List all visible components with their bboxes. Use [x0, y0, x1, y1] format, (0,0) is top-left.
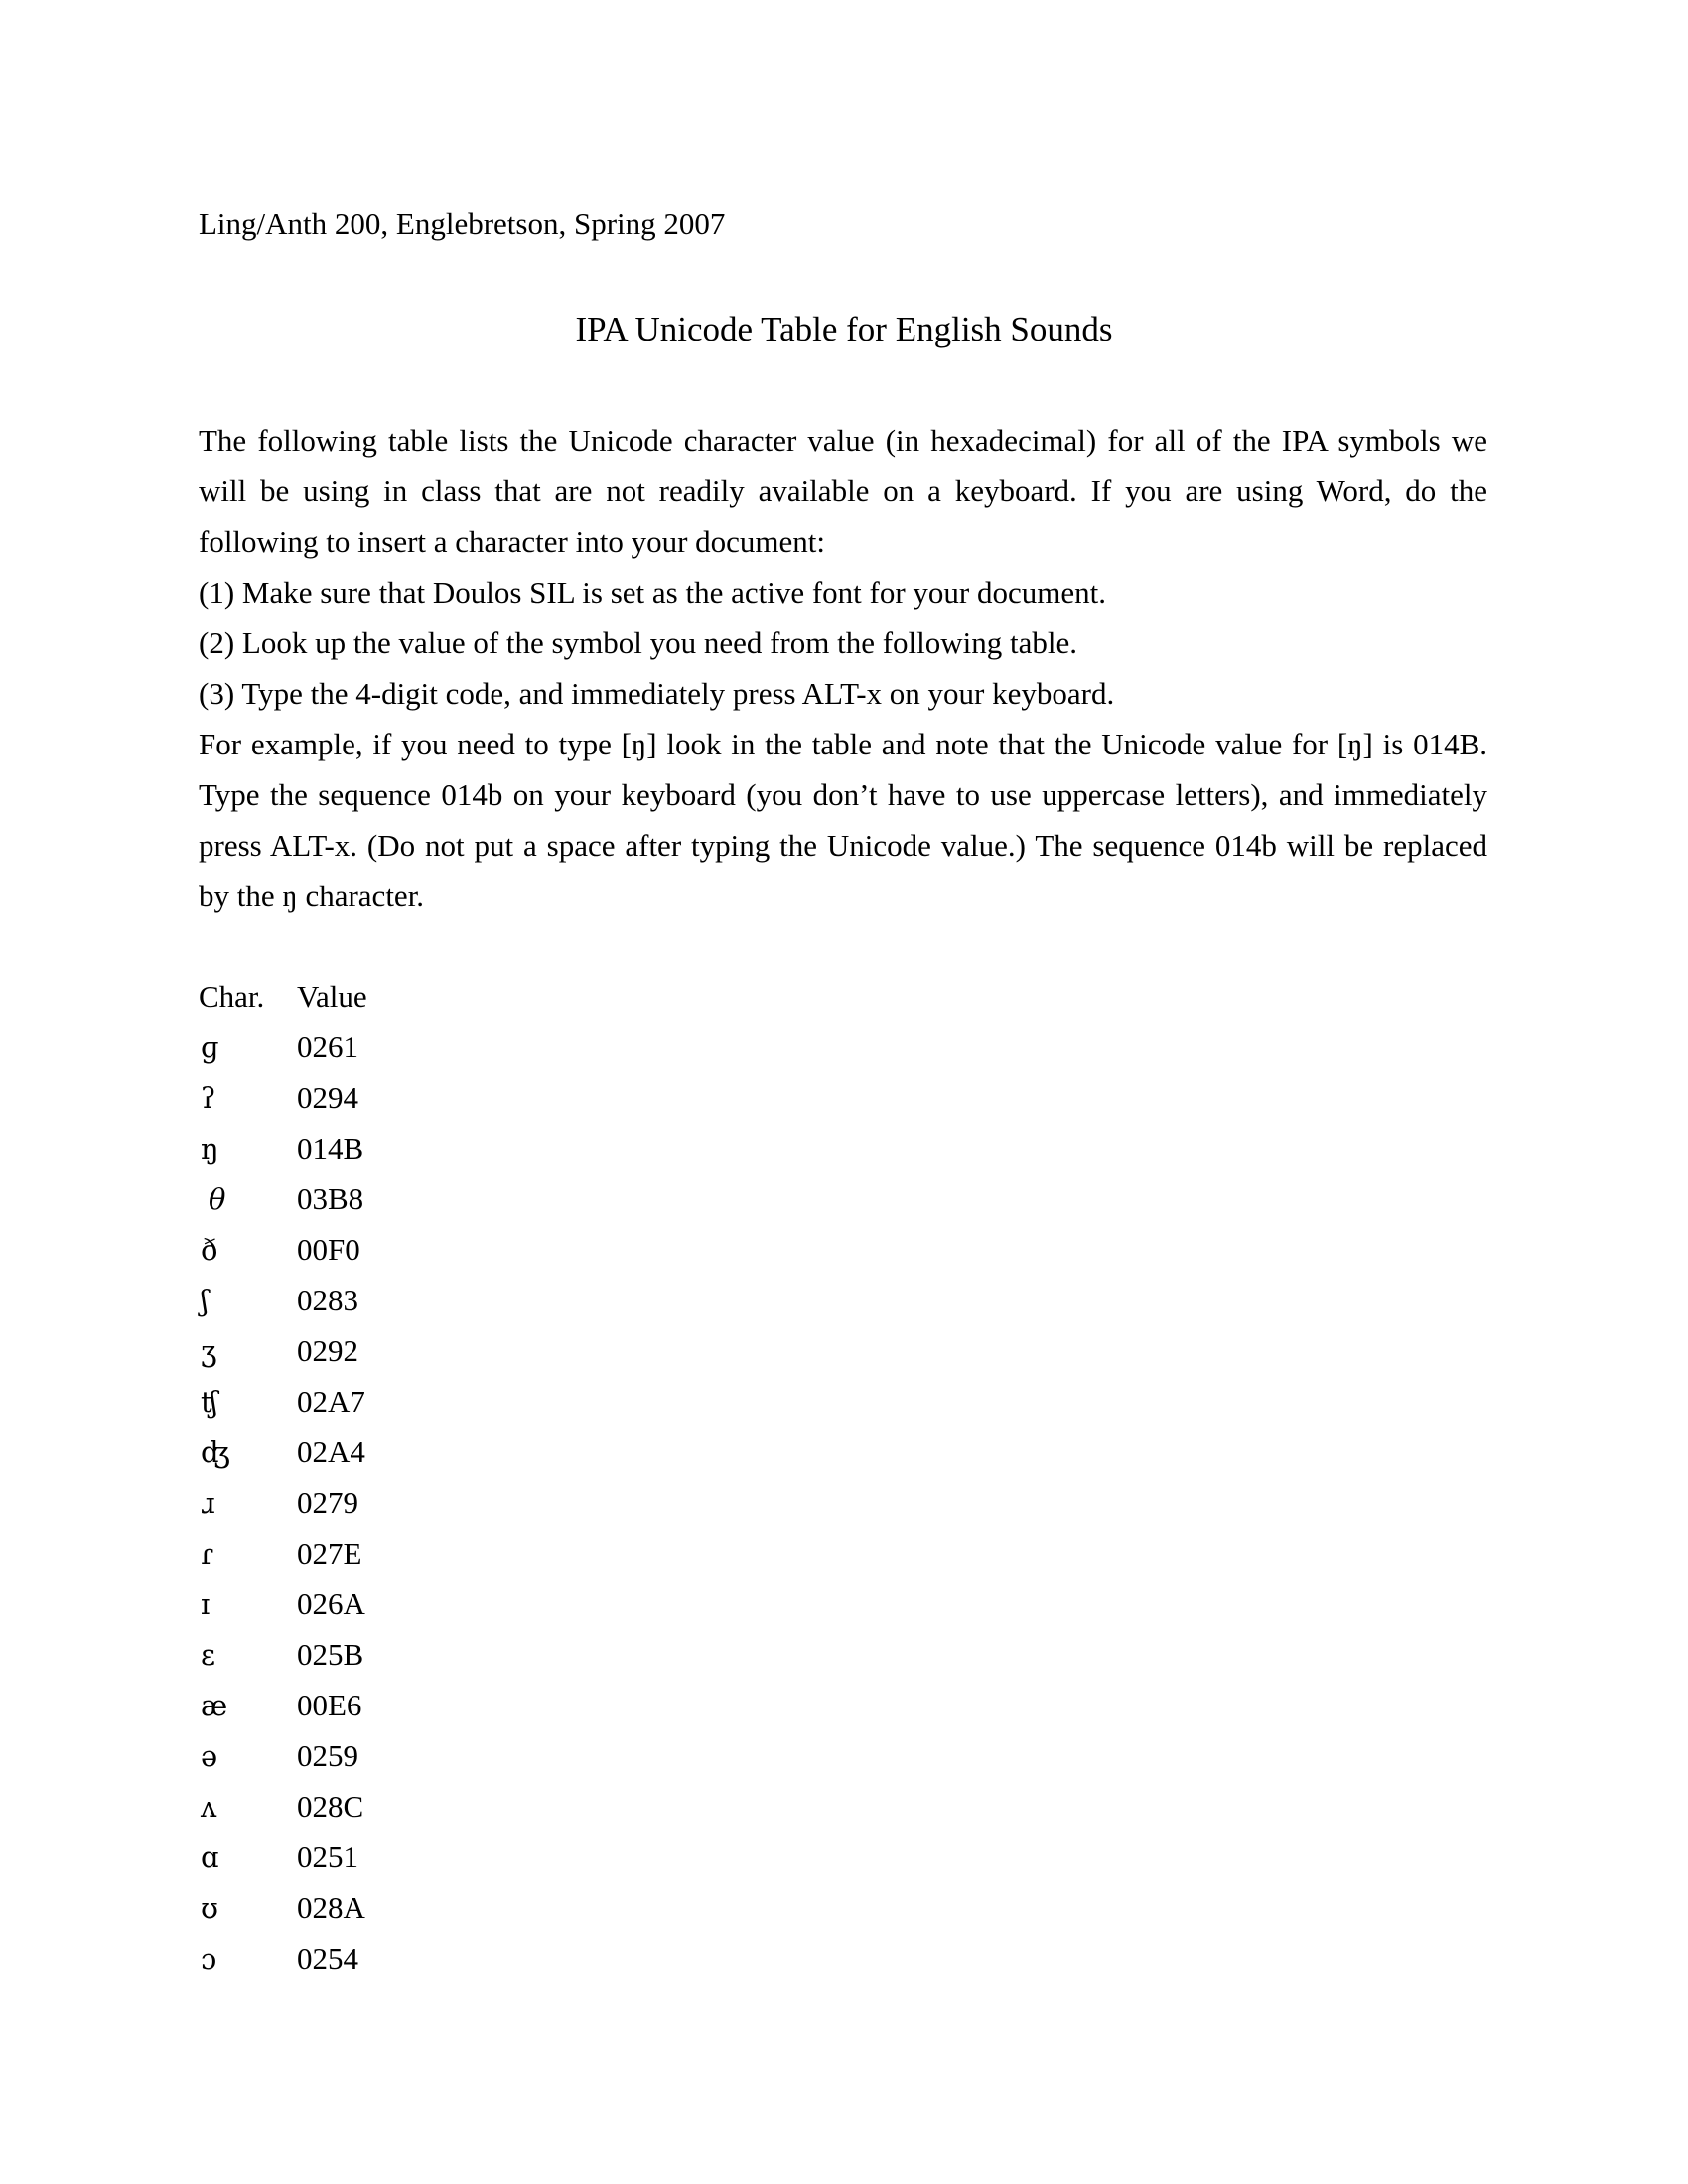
step-1: (1) Make sure that Doulos SIL is set as the active font for your document.	[199, 575, 1106, 610]
example-paragraph: For example, if you need to type [ŋ] look in the table and note that the Unicode value for [ŋ] is 014B. Type the sequence 014b on your keyboard (you don’t have to use uppercase letters), and immediately press ALT-x. (Do not put a space after typing the Unicode value.) The sequence 014b will be replaced by the ŋ character.	[199, 727, 1487, 913]
table-row	[199, 1882, 367, 1933]
table-row	[199, 1477, 367, 1528]
unicode-value: 0279	[297, 1484, 358, 1520]
table-row	[199, 1933, 367, 1983]
unicode-value: 028C	[297, 1788, 364, 1824]
unicode-value: 03B8	[297, 1180, 364, 1216]
table-row	[199, 1376, 367, 1427]
unicode-value: 025B	[297, 1636, 364, 1672]
unicode-value: 014B	[297, 1130, 364, 1165]
ipa-char: ʃ	[201, 1283, 209, 1317]
ipa-unicode-table	[199, 971, 367, 1983]
unicode-value: 0251	[297, 1839, 358, 1874]
intro-paragraph: The following table lists the Unicode character value (in hexadecimal) for all of the IPA symbols we will be using in class that are not readily available on a keyboard. If you are using Word, do the following to insert a character into your document:	[199, 423, 1487, 559]
table-row	[199, 1224, 367, 1275]
table-row	[199, 1022, 367, 1072]
ipa-char: ʤ	[201, 1434, 230, 1469]
instructions-block	[199, 415, 1487, 921]
unicode-value: 027E	[297, 1535, 362, 1570]
unicode-value: 028A	[297, 1889, 365, 1925]
unicode-value: 0283	[297, 1282, 358, 1317]
ipa-char: ɔ	[201, 1941, 217, 1976]
table-row	[199, 1325, 367, 1376]
step-2: (2) Look up the value of the symbol you need from the following table.	[199, 625, 1078, 660]
ipa-char: ʌ	[201, 1789, 217, 1824]
ipa-char: ʧ	[201, 1384, 218, 1419]
unicode-value: 0292	[297, 1332, 358, 1368]
ipa-char: ɹ	[201, 1485, 215, 1520]
page-title: IPA Unicode Table for English Sounds	[575, 310, 1113, 348]
ipa-char: ɾ	[201, 1536, 214, 1570]
unicode-value: 00E6	[297, 1687, 362, 1722]
table-row	[199, 1730, 367, 1781]
table-row	[199, 1072, 367, 1123]
table-row	[199, 1832, 367, 1882]
column-header-char: Char.	[199, 978, 265, 1014]
unicode-value: 02A4	[297, 1433, 365, 1469]
table-row	[199, 1781, 367, 1832]
unicode-value: 02A7	[297, 1383, 365, 1419]
unicode-value: 026A	[297, 1585, 365, 1621]
unicode-value: 0259	[297, 1737, 358, 1773]
table-row	[199, 1173, 367, 1224]
ipa-char: ɛ	[201, 1637, 216, 1672]
table-header-row	[199, 971, 367, 1022]
unicode-value: 0261	[297, 1028, 358, 1064]
column-header-value: Value	[297, 978, 367, 1014]
unicode-value: 0294	[297, 1079, 358, 1115]
ipa-char: æ	[201, 1688, 228, 1722]
table-row	[199, 1528, 367, 1578]
table-row	[199, 1427, 367, 1477]
ipa-char: ʔ	[201, 1080, 216, 1115]
unicode-value: 00F0	[297, 1231, 360, 1267]
ipa-char: ɡ	[201, 1029, 219, 1064]
table-row	[199, 1275, 367, 1325]
ipa-char: ð	[201, 1232, 218, 1267]
table-row	[199, 1680, 367, 1730]
table-row	[199, 1123, 367, 1173]
course-header: Ling/Anth 200, Englebretson, Spring 2007	[199, 206, 726, 241]
ipa-char: ə	[201, 1738, 218, 1773]
ipa-char: ɪ	[201, 1586, 211, 1621]
table-row	[199, 1629, 367, 1680]
ipa-char: θ	[209, 1181, 226, 1216]
unicode-value: 0254	[297, 1940, 358, 1976]
ipa-char: ɑ	[201, 1840, 219, 1874]
ipa-char: ŋ	[201, 1131, 219, 1165]
table-row	[199, 1578, 367, 1629]
ipa-char: ʒ	[201, 1333, 217, 1368]
ipa-char: ʊ	[201, 1890, 218, 1925]
step-3: (3) Type the 4-digit code, and immediately press ALT-x on your keyboard.	[199, 676, 1115, 711]
